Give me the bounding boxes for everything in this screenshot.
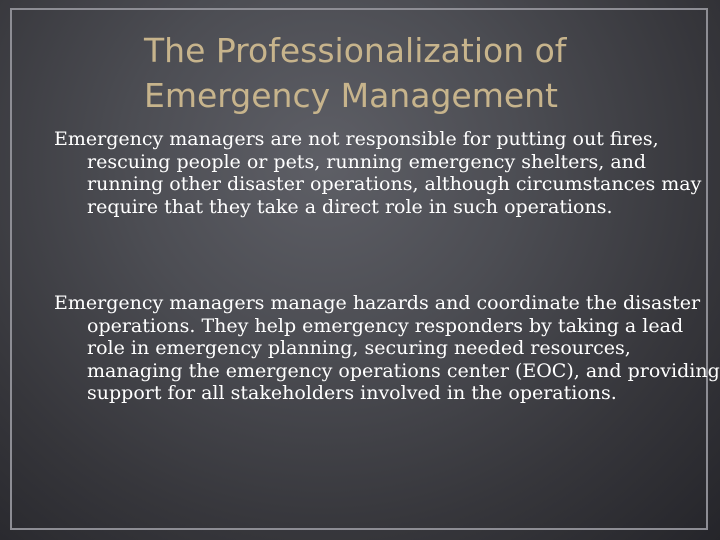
paragraph-roles: Emergency managers manage hazards and coordinate the disaster operations. They help emergency responders by taking a lead role in emergency planning, securing needed resources, managing the emergency operations center (EOC), and providing support for all stakeholders involved in the operations. [54, 292, 720, 405]
slide-title: The Professionalization of Emergency Management [144, 31, 567, 115]
paragraph-responsibilities: Emergency managers are not responsible for putting out fires, rescuing people or pets, running emergency shelters, and running other disaster operations, although circumstances may require that they take a direct role in such operations. [54, 128, 702, 218]
